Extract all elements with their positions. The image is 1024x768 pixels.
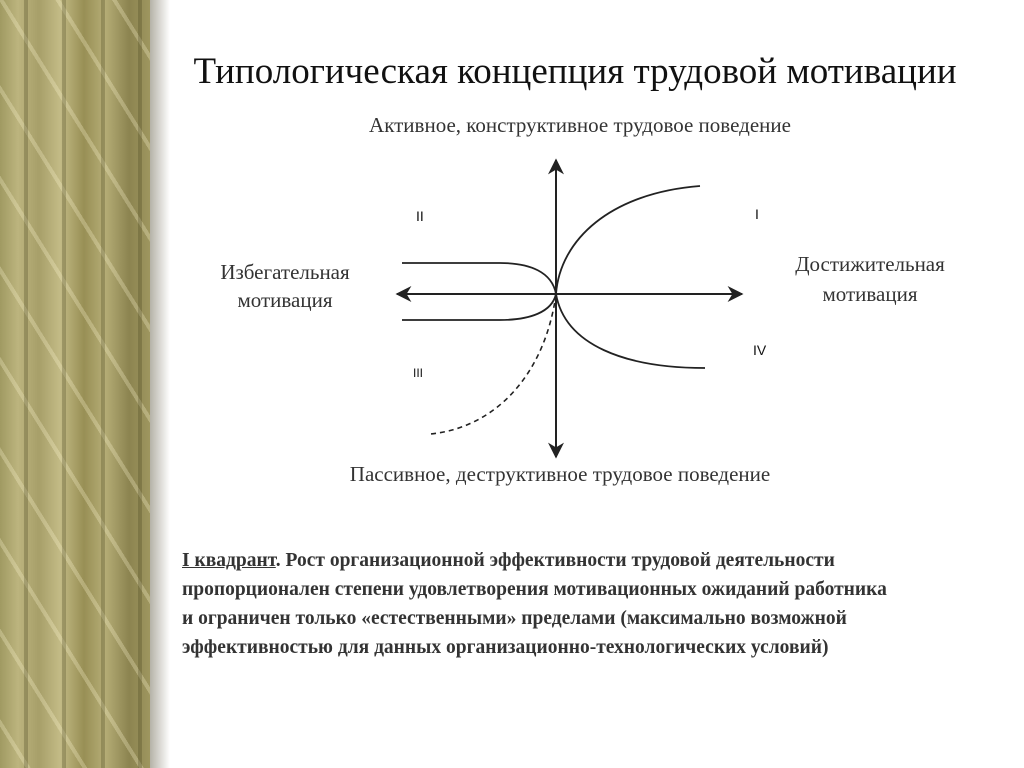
axis-label-right-line1: Достижительная — [795, 252, 945, 276]
description-text: . Рост организационной эффективности трудовой деятельности пропорционален степени удовлетворения мотивационных ожиданий работника и ограничен только «естественными» пределами (максимально возможной эффективностью для данных организационно-технологических условий) — [182, 550, 887, 658]
description-term: I квадрант — [182, 550, 276, 571]
quadrant-label-iii: III — [413, 366, 424, 380]
curve-quadrant-ii — [402, 263, 556, 294]
curve-quadrant-iv — [556, 294, 705, 368]
slide-title: Типологическая концепция трудовой мотивации — [193, 51, 957, 92]
axis-label-top: Активное, конструктивное трудовое поведение — [369, 113, 791, 137]
axis-label-right-line2: мотивация — [822, 282, 918, 306]
axis-label-left-line2: мотивация — [237, 288, 333, 312]
curve-quadrant-i — [556, 186, 700, 294]
axis-label-bottom: Пассивное, деструктивное трудовое поведение — [349, 462, 771, 486]
quadrant-label-iv: IV — [753, 342, 767, 358]
axis-label-left-line1: Избегательная — [220, 260, 350, 284]
quadrant-label-i: I — [755, 206, 759, 222]
curve-quadrant-ii-lower — [402, 294, 556, 320]
quadrant-description — [182, 546, 902, 662]
quadrant-label-ii: II — [416, 208, 424, 224]
